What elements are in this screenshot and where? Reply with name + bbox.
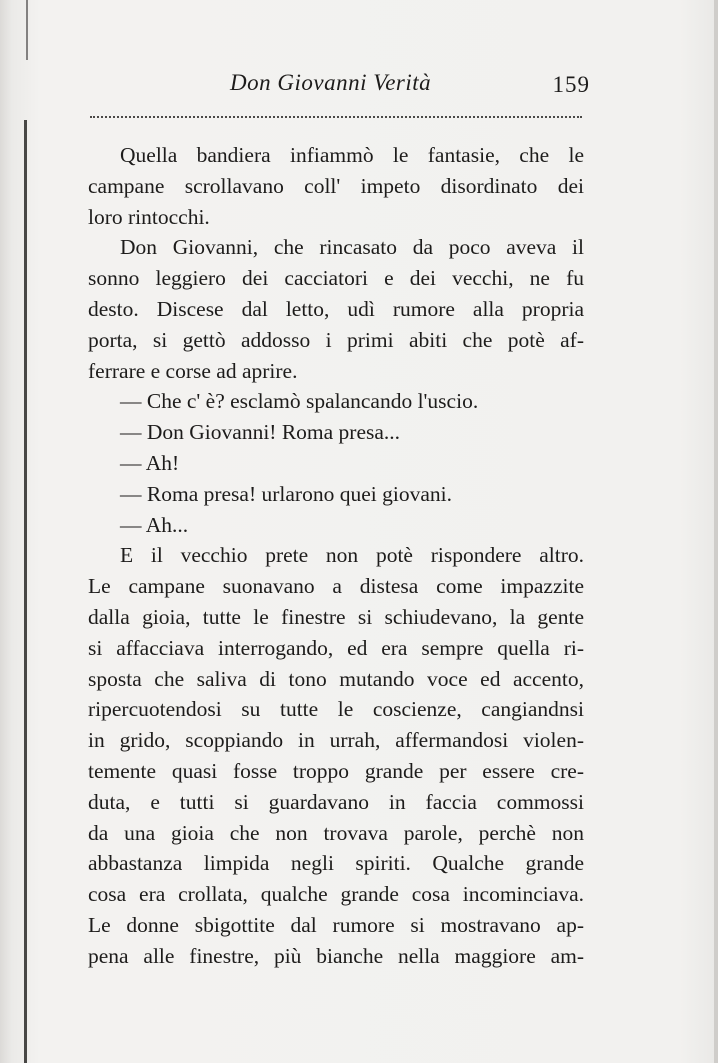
text-line: Don Giovanni, che rincasato da poco aveva il [120, 235, 584, 260]
binding-edge-mark [26, 0, 28, 60]
dialog-line: — Ah! [120, 450, 180, 475]
text-line: abbastanza limpida negli spiriti. Qualche grande [88, 851, 584, 876]
page-right-edge [714, 0, 718, 1063]
page-header [90, 66, 590, 106]
body-text [88, 140, 584, 972]
dialog-line: — Don Giovanni! Roma presa... [120, 420, 401, 445]
text-line: ripercuotendosi su tutte le coscienze, cangiandnsi [88, 697, 584, 722]
text-line: duta, e tutti si guardavano in faccia commossi [88, 789, 584, 814]
text-line: sposta che saliva di tono mutando voce ed accento, [88, 666, 584, 691]
dialog-line: — Che c' è? esclamò spalancando l'uscio. [120, 389, 479, 414]
page-number: 159 [552, 72, 590, 97]
text-line: E il vecchio prete non potè rispondere altro. [120, 543, 584, 568]
text-line: cosa era crollata, qualche grande cosa incominciava. [88, 882, 584, 907]
binding-edge-line [24, 120, 27, 1063]
text-line: Quella bandiera infiammò le fantasie, che le [120, 143, 584, 167]
text-line: porta, si gettò addosso i primi abiti che potè af- [88, 327, 584, 352]
text-line: si affacciava interrogando, ed era sempre quella ri- [88, 635, 584, 660]
dialog-line: — Roma presa! urlarono quei giovani. [120, 481, 452, 506]
text-line: Le donne sbigottite dal rumore si mostravano ap- [88, 912, 584, 937]
text-line: loro rintocchi. [88, 204, 210, 229]
text-line: temente quasi fosse troppo grande per essere cre- [88, 758, 584, 783]
text-line: sonno leggiero dei cacciatori e dei vecchi, ne fu [88, 266, 584, 291]
text-line: campane scrollavano coll' impeto disordinato dei [88, 173, 584, 198]
text-line: desto. Discese dal letto, udì rumore alla propria [88, 296, 584, 321]
running-title: Don Giovanni Verità [230, 70, 432, 95]
text-line: pena alle finestre, più bianche nella maggiore am- [88, 943, 584, 968]
text-line: dalla gioia, tutte le finestre si schiudevano, la gente [88, 604, 584, 629]
text-line: Le campane suonavano a distesa come impazzite [88, 574, 584, 599]
text-line: in grido, scoppiando in urrah, affermandosi violen- [88, 728, 584, 753]
text-line: ferrare e corse ad aprire. [88, 358, 298, 383]
text-line: da una gioia che non trovava parole, perchè non [88, 820, 584, 845]
dialog-line: — Ah... [120, 512, 189, 537]
header-rule [90, 116, 582, 118]
